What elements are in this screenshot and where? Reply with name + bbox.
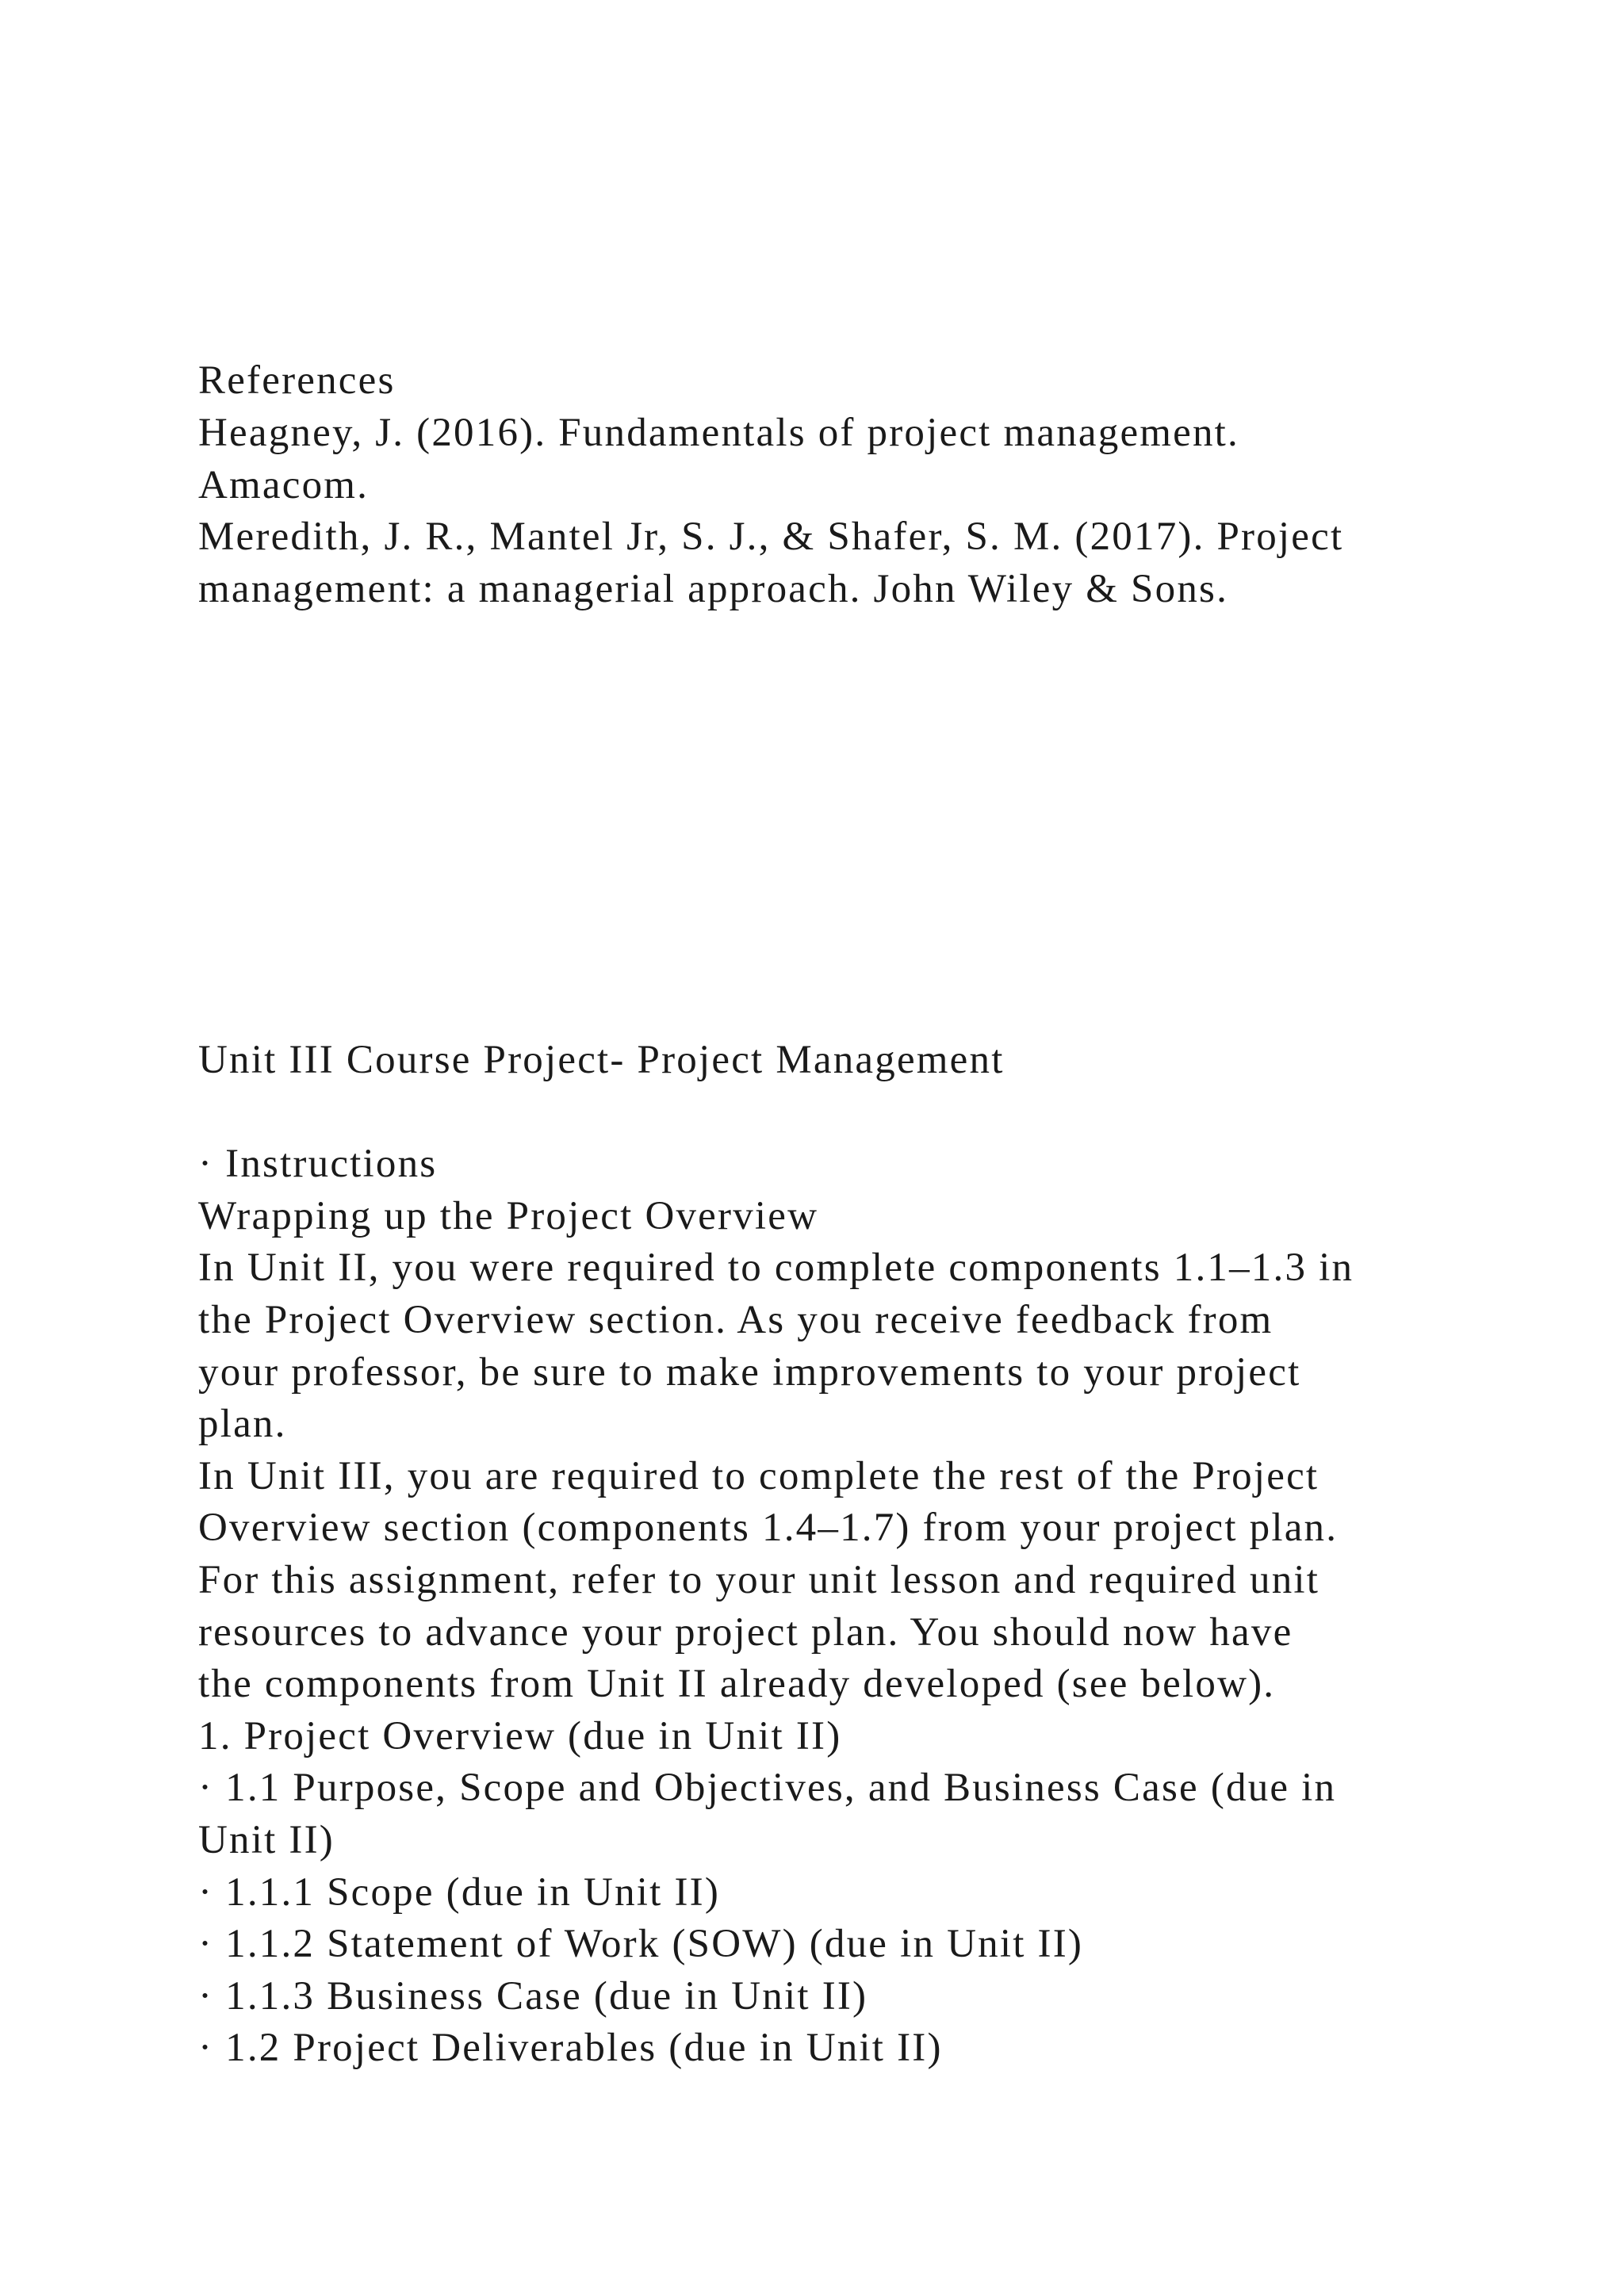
outline-item: Unit II) [198,1818,335,1862]
reference-line: Meredith, J. R., Mantel Jr, S. J., & Shafer, S. M. (2017). Project [198,515,1344,559]
paragraph-line: Overview section (components 1.4–1.7) from your project plan. [198,1506,1339,1550]
reference-line: management: a managerial approach. John Wiley & Sons. [198,567,1229,611]
paragraph-line: the components from Unit II already developed (see below). [198,1662,1276,1706]
instructions-label: · Instructions [198,1142,438,1186]
paragraph-line: the Project Overview section. As you receive feedback from [198,1298,1274,1342]
references-heading: References [198,358,396,403]
paragraph-line: In Unit II, you were required to complete components 1.1–1.3 in [198,1246,1354,1290]
outline-item: 1. Project Overview (due in Unit II) [198,1714,842,1758]
section-subheading: Wrapping up the Project Overview [198,1194,819,1238]
outline-item: · 1.2 Project Deliverables (due in Unit II) [198,2026,943,2070]
paragraph-line: In Unit III, you are required to complete the rest of the Project [198,1454,1320,1498]
paragraph-line: your professor, be sure to make improvements to your project [198,1350,1301,1395]
paragraph-line: For this assignment, refer to your unit lesson and required unit [198,1558,1320,1602]
reference-line: Amacom. [198,463,370,507]
outline-item: · 1.1.2 Statement of Work (SOW) (due in Unit II) [198,1922,1084,1966]
reference-line: Heagney, J. (2016). Fundamentals of project management. [198,411,1240,455]
outline-item: · 1.1.1 Scope (due in Unit II) [198,1870,721,1915]
outline-item: · 1.1 Purpose, Scope and Objectives, and Business Case (due in [198,1766,1337,1810]
assignment-title: Unit III Course Project- Project Management [198,1038,1005,1082]
outline-item: · 1.1.3 Business Case (due in Unit II) [198,1974,868,2019]
paragraph-line: resources to advance your project plan. You should now have [198,1610,1293,1655]
paragraph-line: plan. [198,1402,287,1446]
